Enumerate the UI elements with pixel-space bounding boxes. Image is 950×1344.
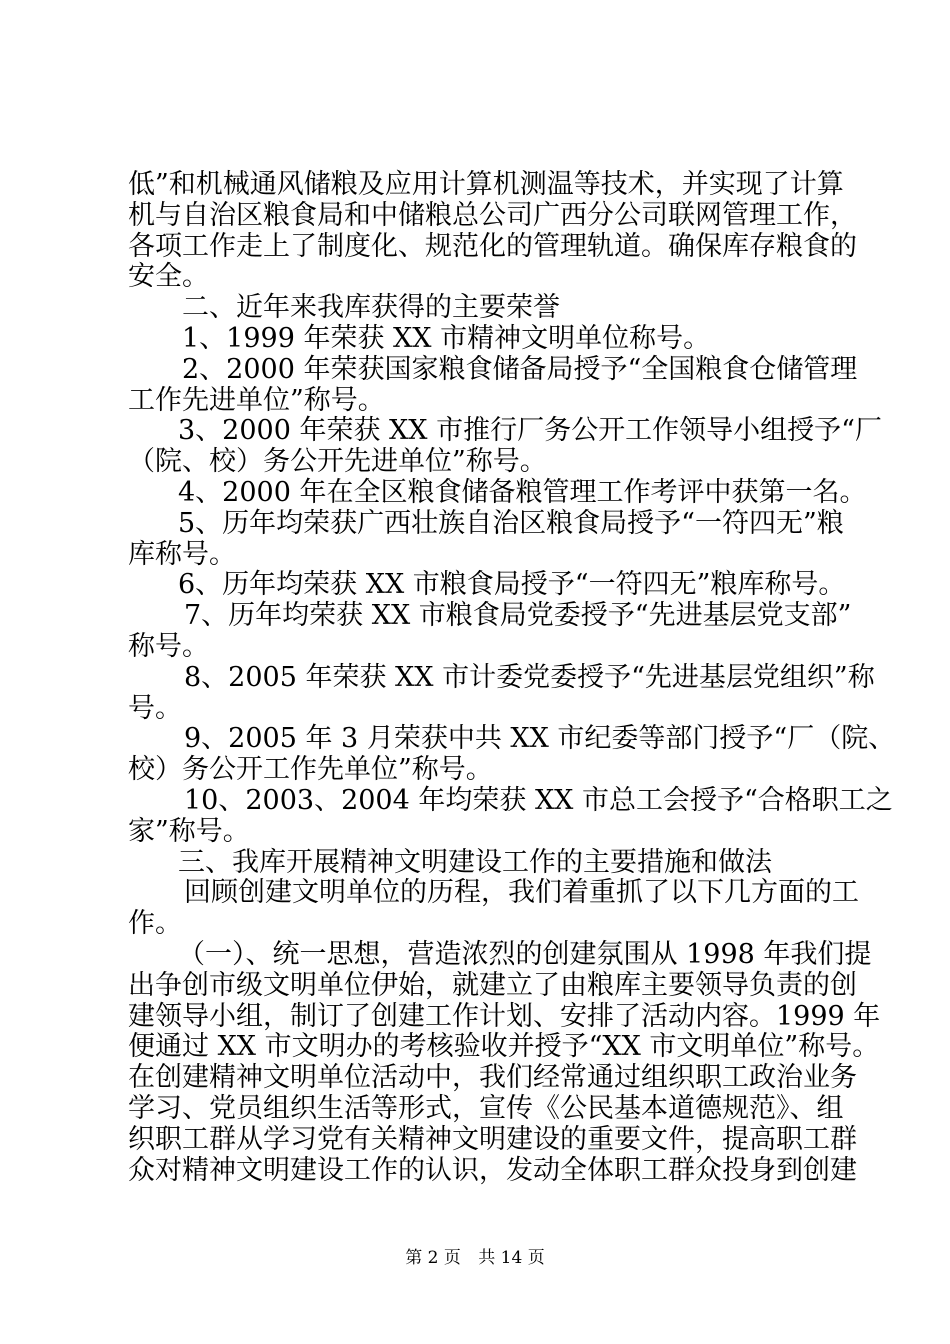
paragraph-line: 学习、党员组织生活等形式，宣传《公民基本道德规范》、组 xyxy=(128,1092,844,1124)
page-total: 共 14 页 xyxy=(478,1248,545,1268)
list-item-continuation: 称号。 xyxy=(128,630,209,662)
document-body xyxy=(128,169,896,1186)
list-item-continuation: 校）务公开工作先单位”称号。 xyxy=(128,754,493,786)
list-item-continuation: 工作先进单位”称号。 xyxy=(128,384,385,416)
list-item: 3、2000 年荣获 XX 市推行厂务公开工作领导小组授予“厂 xyxy=(178,415,882,447)
list-item: 9、2005 年 3 月荣获中共 XX 市纪委等部门授予“厂（院、 xyxy=(184,723,896,755)
paragraph-line: 各项工作走上了制度化、规范化的管理轨道。确保库存粮食的 xyxy=(128,230,857,262)
paragraph-line: 作。 xyxy=(128,908,182,940)
paragraph-line: 便通过 XX 市文明办的考核验收并授予“XX 市文明单位”称号。 xyxy=(128,1031,880,1063)
section-heading: 三、我库开展精神文明建设工作的主要措施和做法 xyxy=(178,846,772,878)
list-item: 10、2003、2004 年均荣获 XX 市总工会授予“合格职工之 xyxy=(184,784,893,816)
paragraph-line: 安全。 xyxy=(128,261,209,293)
paragraph-line: 回顾创建文明单位的历程，我们着重抓了以下几方面的工 xyxy=(184,877,859,909)
list-item: 4、2000 年在全区粮食储备粮管理工作考评中获第一名。 xyxy=(178,476,867,508)
list-item: 1、1999 年荣获 XX 市精神文明单位称号。 xyxy=(182,322,711,354)
paragraph-line: 出争创市级文明单位伊始，就建立了由粮库主要领导负责的创 xyxy=(128,969,857,1001)
page-number: 第 2 页 xyxy=(405,1248,461,1268)
paragraph-line: 织职工群从学习党有关精神文明建设的重要文件，提高职工群 xyxy=(128,1123,857,1155)
list-item-continuation: 库称号。 xyxy=(128,538,236,570)
paragraph-line: 机与自治区粮食局和中储粮总公司广西分公司联网管理工作， xyxy=(128,199,857,231)
paragraph-line: 低”和机械通风储粮及应用计算机测温等技术，并实现了计算 xyxy=(128,169,844,200)
list-item: 8、2005 年荣获 XX 市计委党委授予“先进基层党组织”称 xyxy=(184,661,875,693)
paragraph-line: 众对精神文明建设工作的认识，发动全体职工群众投身到创建 xyxy=(128,1154,857,1186)
list-item-continuation: （院、校）务公开先进单位”称号。 xyxy=(128,446,547,478)
paragraph-line: 在创建精神文明单位活动中，我们经常通过组织职工政治业务 xyxy=(128,1062,857,1094)
list-item-continuation: 号。 xyxy=(128,692,182,724)
list-item: 7、历年均荣获 XX 市粮食局党委授予“先进基层党支部” xyxy=(184,600,852,632)
paragraph-line: （一）、统一思想，营造浓烈的创建氛围从 1998 年我们提 xyxy=(178,938,872,970)
list-item: 5、历年均荣获广西壮族自治区粮食局授予“一符四无”粮 xyxy=(178,507,844,539)
list-item: 2、2000 年荣获国家粮食储备局授予“全国粮食仓储管理 xyxy=(182,353,858,385)
list-item-continuation: 家”称号。 xyxy=(128,815,250,847)
list-item: 6、历年均荣获 XX 市粮食局授予“一符四无”粮库称号。 xyxy=(178,569,846,601)
page-footer xyxy=(0,1243,950,1268)
section-heading: 二、近年来我库获得的主要荣誉 xyxy=(182,292,560,324)
paragraph-line: 建领导小组，制订了创建工作计划、安排了活动内容。1999 年 xyxy=(128,1000,881,1032)
